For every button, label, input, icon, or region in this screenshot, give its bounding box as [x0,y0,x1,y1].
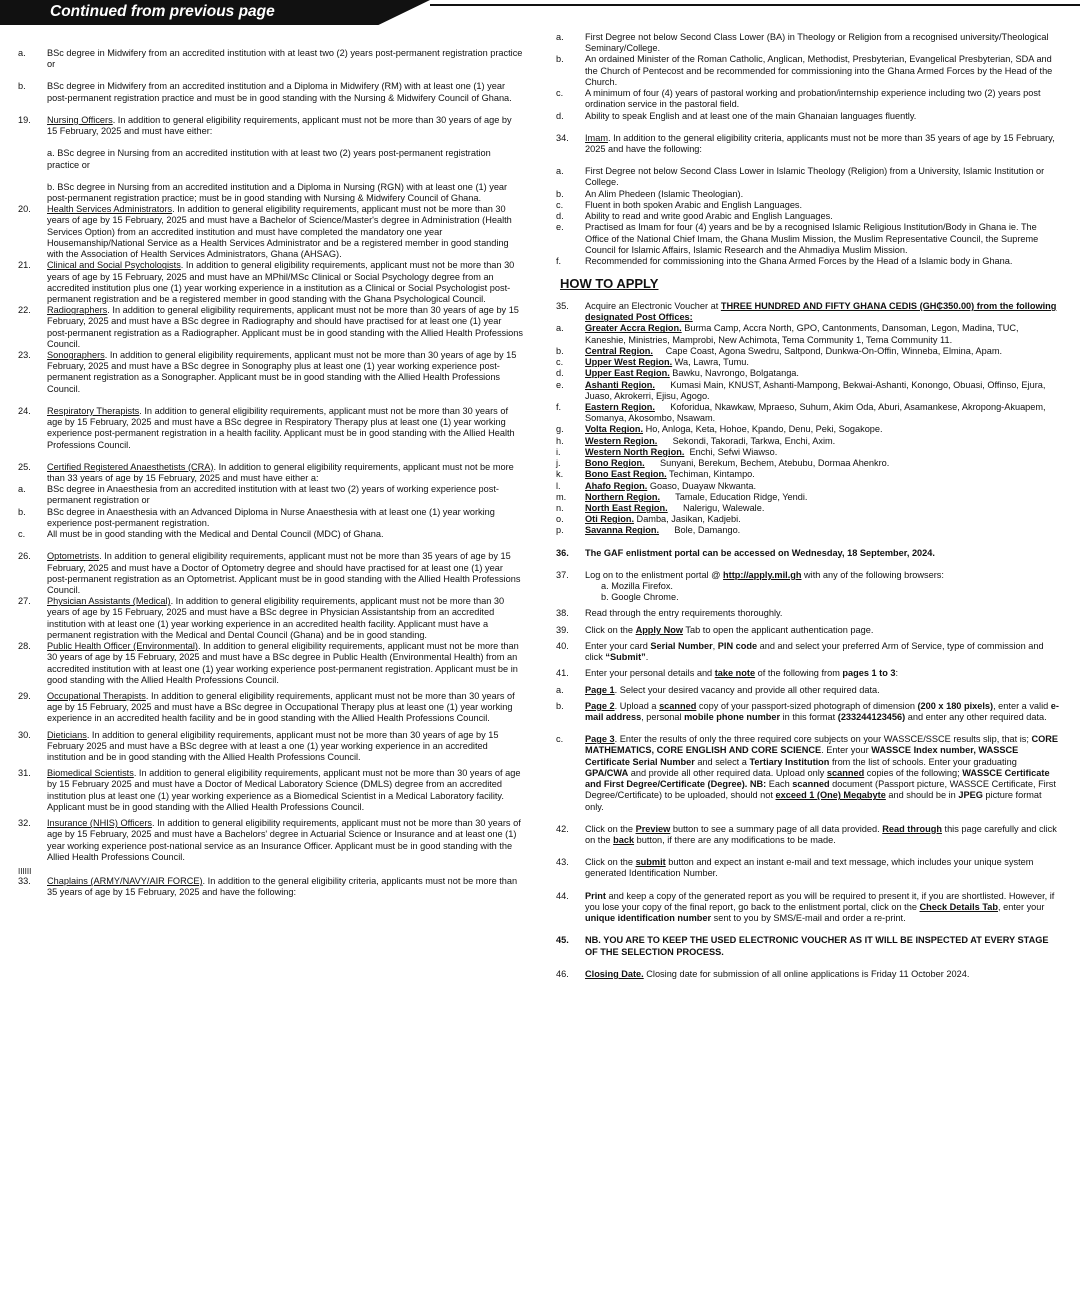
item-page-2: b. Page 2. Upload a scanned copy of your passport-sized photograph of dimension (200 x 180 pixels), enter a valid e-mail address, personal mobile phone number in this format (233244123456) and enter any other required data. [556,700,1059,723]
item-cra: 25. Certified Registered Anaesthetists (CRA). In addition to general eligibility requirements, applicant must not be more than 33 years of age by 15 February, 2025 and must have either a: [18,461,514,483]
item-portal-date: 36. The GAF enlistment portal can be accessed on Wednesday, 18 September, 2024. [556,547,935,558]
list-item: 38. Read through the entry requirements thoroughly. [556,608,783,619]
list-item: b. BSc degree in Anaesthesia with an Advanced Diploma in Nurse Anaesthesia with at least one (1) year working experience post-permanent registration. [18,506,495,528]
region-item: b. Central Region. Cape Coast, Agona Swedru, Saltpond, Dunkwa-On-Offin, Winneba, Elmina, Apam. [556,345,1003,356]
list-item: a. BSc degree in Midwifery from an accredited institution with at least two (2) years post-permanent registration practice or [18,48,523,70]
list-item: e. Practised as Imam for four (4) years and be by a recognised Islamic Religious Institution/Body in Ghana ie. The Office of the National Chief Imam, the Ghana Muslim Mission, the Muslim Representative Council, the Supreme Council for Islamic Affairs, Islamic Research and the Ahmadiya Muslim Mission. [556,222,1039,255]
item-page-3: c. Page 3. Enter the results of only the three required core subjects on your WASSCE/SSCE results slip, that is; CORE MATHEMATICS, CORE ENGLISH AND CORE SCIENCE. Enter your WASSCE Index number, WASSCE Certificate Serial Number and select a Tertiary Institution from the list of schools. Enter your graduating GPA/CWA and provide all other required data. Upload only scanned copies of the following; WASSCE Certificate and First Degree/Certificate (Degree). NB: Each scanned document (Passport picture, WASSCE Certificate, First Degree/Certificate) to be uploaded, should not exceed 1 (One) Megabyte and should be in JPEG picture format only. [556,734,1059,812]
item-sonographers: 23. Sonographers. In addition to general eligibility requirements, applicant must not be more than 30 years of age by 15 February, 2025 and must have a BSc degree in Sonography plus at least one (1) year working experience post-permanent registration as a Sonographer. Applicant must be in good standing with the Allied Health Professions Council. [18,350,517,394]
how-to-apply-heading: HOW TO APPLY [560,276,659,292]
region-item: a. Greater Accra Region. Burma Camp, Accra North, GPO, Cantonments, Dansoman, Legon, Madina, TUC, Kaneshie, Ministries, Mamprobi, New Achimota, Tema Community 1, Tema Community 11. [556,323,1022,345]
region-item: g. Volta Region. Ho, Anloga, Keta, Hohoe, Kpando, Denu, Peki, Sogakope. [556,424,883,435]
left-column [18,32,523,898]
item-portal-login: 37. Log on to the enlistment portal @ http://apply.mil.gh with any of the following browsers: a. Mozilla Firefox. b. Google Chrome. [556,569,944,603]
region-item: o. Oti Region. Damba, Jasikan, Kadjebi. [556,514,741,525]
item-respiratory-therapists: 24. Respiratory Therapists. In addition to general eligibility requirements, applicant must not be more than 30 years of age by 15 February, 2025 and must have a BSc degree in Respiratory Therapy plus at least one (1) year working experience post-permanent registration in a health facility. Applicant must be in good standing with the Allied Health Professions Council. [18,405,515,450]
portal-link[interactable]: http://apply.mil.gh [723,569,802,580]
item-occupational-therapists: 29. Occupational Therapists. In addition to general eligibility requirements, applicant must not be more than 30 years of age by 15 February, 2025 and must have a BSc degree in Occupational Therapy plus at least one (1) year working experience in an accredited health facility and be in good standing with the Allied Health Professions Council. [18,690,515,724]
list-item: c. A minimum of four (4) years of pastoral working and probation/internship experience including two (2) years post ordination service in the pastoral field. [556,88,1041,110]
list-item: b. BSc degree in Nursing from an accredited institution and a Diploma in Nursing (RGN) with at least one (1) year post-permanent registration practice; must be in good standing with Nursing & Midwifery Council of Ghana. [47,181,508,203]
item-public-health-officer: 28. Public Health Officer (Environmental). In addition to general eligibility requirements, applicant must not be more than 30 years of age by 15 February, 2025 and must have a BSc degree in Public Health (Environmental Health) from an accredited institution with at least one (1) year working experience post-permanent registration. Applicant must be in good standing with the Allied Health Professions Council. [18,641,519,685]
item-nursing-officers: 19. Nursing Officers. In addition to general eligibility requirements, applicant must not be more than 30 years of age by 15 February, 2025 and must have either: [18,114,512,137]
item-imam: 34. Imam. In addition to the general eligibility criteria, applicants must not be more than 35 years of age by 15 February, 2025 and have the following: [556,132,1055,154]
list-item: a. BSc degree in Nursing from an accredited institution with at least two (2) years post-permanent registration practice or [47,148,491,170]
region-item: i. Western North Region. Enchi, Sefwi Wiawso. [556,446,778,457]
list-item: c. Fluent in both spoken Arabic and English Languages. [556,199,803,210]
list-item: 39. Click on the Apply Now Tab to open the applicant authentication page. [556,624,874,635]
list-item: 40. Enter your card Serial Number, PIN code and and select your preferred Arm of Service, type of commission and click “Submit”. [556,640,1044,663]
item-closing-date: 46. Closing Date. Closing date for submission of all online applications is Friday 11 October 2024. [556,968,970,979]
item-submit: 43. Click on the submit button and expect an instant e-mail and text message, which includes your unique system generated Identification Number. [556,857,1034,879]
item-biomedical-scientists: 31. Biomedical Scientists. In addition to general eligibility requirements, applicant must not be more than 30 years of age by 15 February 2025 and must have a Doctor of Medical Laboratory Science (DMLS) degree from an accredited institution plus at least one (1) year working experience as a Biomedical Scientist in a Medical Laboratory facility. Applicant must be in good standing with the Allied Health Professions Council. [18,768,521,812]
item-chaplains: 33. Chaplains (ARMY/NAVY/AIR FORCE). In addition to the general eligibility criteria, applicants must not be more than 35 years of age by 15 February, 2025 and have the following: [18,876,518,898]
list-item: c. All must be in good standing with the Medical and Dental Council (MDC) of Ghana. [18,529,384,540]
banner-title: Continued from previous page [50,3,275,20]
item-voucher: 35. Acquire an Electronic Voucher at THREE HUNDRED AND FIFTY GHANA CEDIS (GH₵350.00) from the following designated Post Offices: [556,301,1057,323]
list-item: b. BSc degree in Midwifery from an accredited institution and a Diploma in Midwifery (RM) with at least one (1) year post-permanent registration practice and must be in good standing with the Nursing & Midwifery Council of Ghana. [18,81,512,103]
item-print: 44. Print and keep a copy of the generated report as you will be required to present it, if you are shortlisted. However, if you lose your copy of the final report, go back to the enlistment portal, click on the Check Details Tab, enter your unique identification number sent to you by SMS/E-mail and order a re-print. [556,890,1055,924]
region-item: k. Bono East Region. Techiman, Kintampo. [556,469,755,480]
region-item: n. North East Region. Nalerigu, Walewale. [556,502,765,513]
list-item: a. First Degree not below Second Class Lower in Islamic Theology (Religion) from a University, Islamic Institution or College. [556,166,1045,188]
item-insurance-officers: 32. Insurance (NHIS) Officers. In addition to general eligibility requirements, applicant must not be more than 30 years of age by 15 February, 2025 and must have a Bachelors' degree in Actuarial Science or Insurance and at least one (1) year working experience post-national service as an Insurance Officer. Applicant must be in good standing with the Allied Health Professions Council. [18,818,521,862]
right-column [556,32,1061,980]
item-radiographers: 22. Radiographers. In addition to general eligibility requirements, applicant must not be more than 30 years of age by 15 February, 2025 and must have a BSc degree in Radiography and should have practised for at least one (1) year post-permanent registration as a Radiographer. Applicant must be in good standing with the Allied Health Professions Council. [18,305,523,349]
top-rule [430,4,1080,6]
item-psychologists: 21. Clinical and Social Psychologists. In addition to general eligibility requirements, applicant must not be more than 30 years of age by 15 February, 2025 and must have an MPhil/MSc Clinical or Social Psychology degree from an accredited institution plus one (1) year working experience in a institution as a Clinical or Social Psychologist post-permanent registration and be a registered member in good standing with the Ghana Psychological Council. [18,260,515,304]
list-item: b. An ordained Minister of the Roman Catholic, Anglican, Methodist, Presbyterian, Evangelical Presbyterian, SDA and the Church of Pentecost and be recommended for commissioning into the Ghana Armed Forces by the Head of the Church. [556,54,1053,87]
item-health-services-admin: 20. Health Services Administrators. In addition to general eligibility requirements, applicant must not be more than 30 years of age by 15 February, 2025 and must have a Bachelor of Science/Master's degree in Administration (Health Services Option) from an accredited institution and must have completed the mandatory one year Housemanship/National Service as a Health Services Administrator and be a registered member in good standing with the Association of Health Services Administrators, Ghana (AHSAG). [18,204,512,260]
item-page-1: a. Page 1. Select your desired vacancy and provide all other required data. [556,684,880,695]
region-item: m. Northern Region. Tamale, Education Ridge, Yendi. [556,491,808,502]
item-dieticians: 30. Dieticians. In addition to general eligibility requirements, applicant must not be more than 30 years of age by 15 February 2025 and must have a BSc degree with at least a one (1) year working experience in an accredited institution and be in good standing with the Allied Health Professions Council. [18,729,499,763]
list-item: 41. Enter your personal details and take note of the following from pages 1 to 3: [556,668,899,679]
item-voucher-note: 45. NB. YOU ARE TO KEEP THE USED ELECTRONIC VOUCHER AS IT WILL BE INSPECTED AT EVERY STAGE OF THE SELECTION PROCESS. [556,935,1049,957]
list-item: d. Ability to read and write good Arabic and English Languages. [556,211,833,222]
item-preview: 42. Click on the Preview button to see a summary page of all data provided. Read through this page carefully and click on the back button, if there are any modifications to be made. [556,823,1057,845]
post-office-regions [556,323,1061,536]
region-item: j. Bono Region. Sunyani, Berekum, Bechem, Atebubu, Dormaa Ahenkro. [556,458,890,469]
list-item: a. First Degree not below Second Class Lower (BA) in Theology or Religion from a recognised university/Theological Seminary/College. [556,32,1049,54]
region-item: p. Savanna Region. Bole, Damango. [556,525,741,536]
region-item: l. Ahafo Region. Goaso, Duayaw Nkwanta. [556,480,757,491]
region-item: h. Western Region. Sekondi, Takoradi, Tarkwa, Enchi, Axim. [556,435,836,446]
region-item: c. Upper West Region. Wa, Lawra, Tumu. [556,357,749,368]
list-item: b. An Alim Phedeen (Islamic Theologian). [556,188,744,199]
region-item: e. Ashanti Region. Kumasi Main, KNUST, Ashanti-Mampong, Bekwai-Ashanti, Konongo, Obuasi, Offinso, Ejura, Juaso, Akrokerri, Ejisu, Agogo. [556,379,1048,401]
region-item: d. Upper East Region. Bawku, Navrongo, Bolgatanga. [556,368,799,379]
list-item: d. Ability to speak English and at least one of the main Ghanaian languages fluently. [556,110,917,121]
continued-banner [0,0,450,25]
region-item: f. Eastern Region. Koforidua, Nkawkaw, Mpraeso, Suhum, Akim Oda, Aburi, Asamankese, Akropong-Akuapem, Somanya, Akosombo, Nsawam. [556,401,1049,424]
list-item: a. BSc degree in Anaesthesia from an accredited institution with at least two (2) years of working experience post-permanent registration or [18,484,499,506]
item-physician-assistants: 27. Physician Assistants (Medical). In addition to general eligibility requirements, applicant must not be more than 30 years of age by 15 February, 2025 and must have a BSc degree in Physician Assistantship from an accredited institution with at least one (1) year working experience in an accredited health facility. Applicant must have a permanent registration with the Medical and Dental Council (Ghana) and be in good standing. [18,596,505,640]
item-optometrists: 26. Optometrists. In addition to general eligibility requirements, applicant must not be more than 35 years of age by 15 February, 2025 and must have a Doctor of Optometry degree and should have practised for at least one (1) year post-permanent registration as an Optometrist. Applicant must be in good standing with the Allied Health Professions Council. [18,551,521,595]
list-item: f. Recommended for commissioning into the Ghana Armed Forces by the Head of a Islamic body in Ghana. [556,255,1013,266]
scan-artifact: IIIIII [18,867,32,876]
